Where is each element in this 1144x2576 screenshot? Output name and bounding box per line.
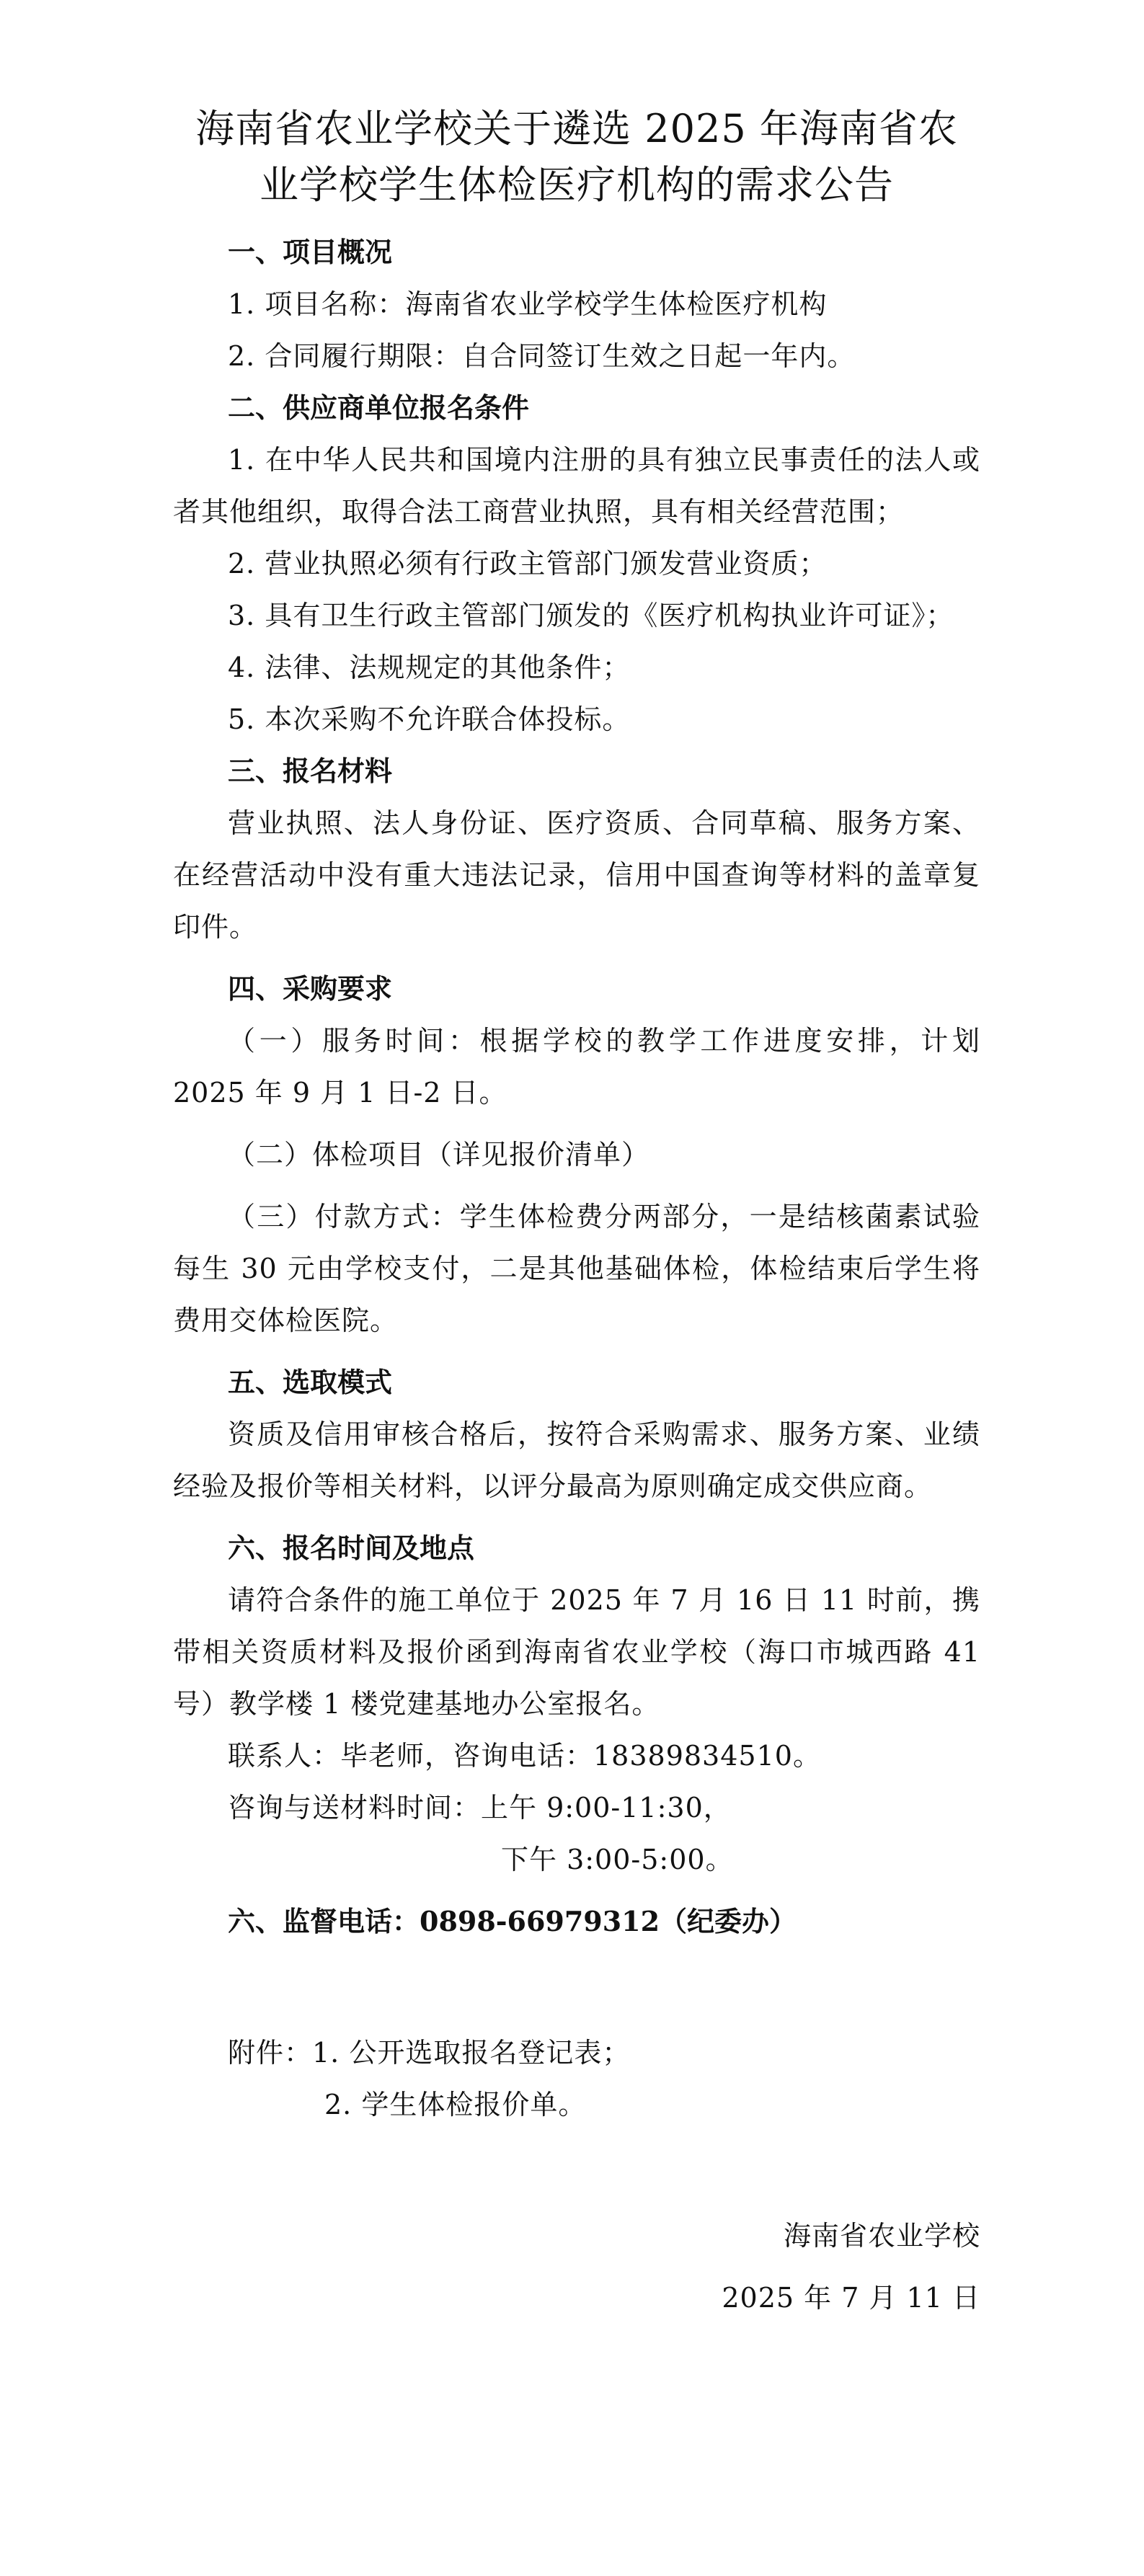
title-line-2: 业学校学生体检医疗机构的需求公告 bbox=[260, 162, 894, 208]
paragraph: （三）付款方式：学生体检费分两部分，一是结核菌素试验每生 30 元由学校支付，二是其他基础体检，体检结束后学生将费用交体检医院。 bbox=[173, 1201, 980, 1336]
section-heading: 五、选取模式 bbox=[228, 1366, 393, 1398]
paragraph: 5. 本次采购不允许联合体投标。 bbox=[228, 703, 631, 735]
attachment-1: 附件：1. 公开选取报名登记表； bbox=[228, 2037, 631, 2069]
paragraph: 2. 合同履行期限：自合同签订生效之日起一年内。 bbox=[228, 340, 856, 372]
section-supervision-phone bbox=[173, 1896, 980, 1947]
section-project-overview bbox=[173, 226, 980, 382]
signature-org: 海南省农业学校 bbox=[783, 2220, 980, 2252]
paragraph: （二）体检项目（详见报价清单） bbox=[228, 1139, 650, 1171]
section-registration-time-place bbox=[173, 1522, 980, 1886]
attachment-2: 2. 学生体检报价单。 bbox=[324, 2089, 587, 2120]
paragraph: 1. 项目名称：海南省农业学校学生体检医疗机构 bbox=[228, 288, 828, 320]
paragraph: 2. 营业执照必须有行政主管部门颁发营业资质； bbox=[228, 548, 828, 579]
section-heading: 六、报名时间及地点 bbox=[228, 1532, 475, 1564]
section-registration-materials bbox=[173, 745, 980, 953]
paragraph: 资质及信用审核合格后，按符合采购需求、服务方案、业绩经验及报价等相关材料，以评分最高为原则确定成交供应商。 bbox=[173, 1418, 980, 1502]
paragraph: 营业执照、法人身份证、医疗资质、合同草稿、服务方案、在经营活动中没有重大违法记录，信用中国查询等材料的盖章复印件。 bbox=[173, 807, 980, 943]
paragraph: 1. 在中华人民共和国境内注册的具有独立民事责任的法人或者其他组织，取得合法工商营业执照，具有相关经营范围； bbox=[173, 444, 980, 528]
notice-document bbox=[173, 101, 980, 2324]
signature-block bbox=[173, 2210, 980, 2324]
section-heading: 四、采购要求 bbox=[228, 972, 393, 1005]
consult-time-pm: 下午 3:00-5:00。 bbox=[501, 1844, 734, 1875]
attachments bbox=[173, 2027, 980, 2131]
consult-time-am: 咨询与送材料时间：上午 9:00-11:30， bbox=[228, 1792, 732, 1824]
paragraph: （一）服务时间：根据学校的教学工作进度安排，计划 2025 年 9 月 1 日-2 日。 bbox=[173, 1025, 980, 1109]
signature-date: 2025 年 7 月 11 日 bbox=[722, 2282, 980, 2314]
section-procurement-requirements bbox=[173, 963, 980, 1346]
section-heading: 三、报名材料 bbox=[228, 755, 393, 787]
title-line-1: 海南省农业学校关于遴选 2025 年海南省农 bbox=[195, 106, 958, 151]
contact-line: 联系人：毕老师，咨询电话：18389834510。 bbox=[228, 1740, 821, 1772]
paragraph: 3. 具有卫生行政主管部门颁发的《医疗机构执业许可证》； bbox=[228, 600, 954, 631]
paragraph: 请符合条件的施工单位于 2025 年 7 月 16 日 11 时前，携带相关资质材料及报价函到海南省农业学校（海口市城西路 41 号）教学楼 1 楼党建基地办公室报名。 bbox=[173, 1584, 980, 1720]
section-heading: 一、项目概况 bbox=[228, 236, 393, 268]
section-heading: 二、供应商单位报名条件 bbox=[228, 391, 530, 424]
section-heading: 六、监督电话：0898-66979312（纪委办） bbox=[228, 1905, 797, 1937]
document-title bbox=[173, 101, 980, 213]
section-supplier-conditions bbox=[173, 382, 980, 745]
section-selection-mode bbox=[173, 1356, 980, 1512]
paragraph: 4. 法律、法规规定的其他条件； bbox=[228, 652, 631, 683]
